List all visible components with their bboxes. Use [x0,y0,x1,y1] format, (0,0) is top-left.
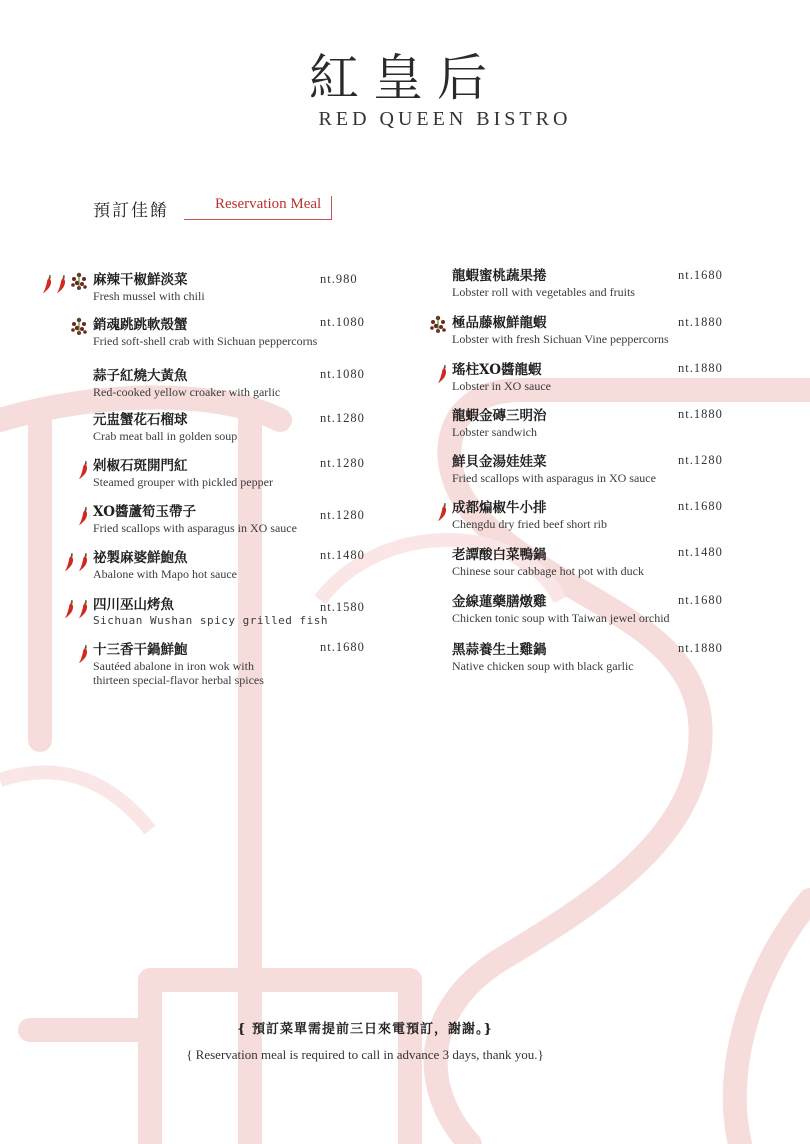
chili-icon [78,599,90,623]
dish-name-english: Native chicken soup with black garlic [452,659,634,673]
dish-name-english: Fresh mussel with chili [93,289,205,303]
dish-name-chinese: 成都煸椒牛小排 [452,500,547,516]
menu-item [93,412,237,443]
dish-name-english: Crab meat ball in golden soup [93,429,238,443]
dish-name-english: Lobster roll with vegetables and fruits [452,285,635,299]
dish-price: nt.1280 [678,453,723,467]
dish-name-chinese: 十三香干鍋鮮鮑 [93,642,188,658]
dish-price: nt.1080 [320,315,365,329]
reservation-note-chinese: { 預訂菜單需提前三日來電預訂，謝謝。} [237,1022,493,1037]
brand-name-english: RED QUEEN BISTRO [318,108,572,130]
dish-name-english: Steamed grouper with pickled pepper [93,475,273,489]
menu-item [93,597,328,628]
dish-name-english: Sichuan Wushan spicy grilled fish [93,614,329,627]
menu-item [93,272,205,303]
dish-price: nt.1880 [678,361,723,375]
menu-item [452,268,635,299]
dish-name-chinese: 龍蝦蜜桃蔬果捲 [452,268,547,284]
dish-name-chinese: 元盅蟹花石榴球 [93,412,188,428]
dish-name-english: Abalone with Mapo hot sauce [93,567,237,581]
chili-icon [64,599,76,623]
menu-item [93,458,273,489]
chili-icon [78,644,90,668]
dish-name-chinese: 黑蒜養生土雞鍋 [452,642,547,658]
dish-name-english: Chengdu dry fried beef short rib [452,517,607,531]
dish-price: nt.1480 [320,548,365,562]
dish-name-chinese: 祕製麻婆鮮鮑魚 [93,550,188,566]
dish-price: nt.1680 [678,593,723,607]
dish-name-english: Chicken tonic soup with Taiwan jewel orchid [452,611,670,625]
dish-price: nt.1680 [678,268,723,282]
section-title-english: Reservation Meal [215,196,322,212]
dish-price: nt.1480 [678,545,723,559]
menu-item [452,642,634,673]
peppercorn-icon [427,313,449,339]
menu-item [452,315,669,346]
chili-icon [42,274,54,298]
dish-name-english: Fried soft-shell crab with Sichuan peppercorns [93,334,318,348]
chili-icon [78,460,90,484]
menu-item [93,642,264,687]
reservation-note-english: { Reservation meal is required to call in advance 3 days, thank you.} [186,1047,544,1062]
dish-name-english-line2: thirteen special-flavor herbal spices [93,673,264,687]
dish-name-chinese: 鮮貝金湯娃娃菜 [452,454,547,470]
chili-icon [437,364,449,388]
menu-item [93,504,297,535]
section-divider [331,196,332,220]
chili-icon [78,552,90,576]
chili-icon [64,552,76,576]
dish-name-chinese: 龍蝦金磚三明治 [452,408,547,424]
dish-name-english: Red-cooked yellow croaker with garlic [93,385,281,399]
dish-price: nt.1680 [678,499,723,513]
dish-name-english: Chinese sour cabbage hot pot with duck [452,564,644,578]
dish-price: nt.1880 [678,641,723,655]
dish-price: nt.1280 [320,456,365,470]
dish-price: nt.1880 [678,407,723,421]
chili-icon [78,506,90,530]
dish-name-chinese: 金線蓮藥膳燉雞 [452,594,547,610]
dish-name-chinese: 極品藤椒鮮龍蝦 [452,315,547,331]
chili-icon [56,274,68,298]
dish-name-chinese: 瑤柱XO醬龍蝦 [452,362,542,378]
dish-price: nt.1280 [320,411,365,425]
section-title-chinese: 預訂佳餚 [93,201,169,221]
dish-name-chinese: 麻辣干椒鮮淡菜 [93,272,188,288]
menu-item [452,408,547,439]
dish-price: nt.1680 [320,640,365,654]
menu-item [93,317,317,348]
menu-item [452,594,670,625]
dish-name-english: Lobster with fresh Sichuan Vine peppercorns [452,332,669,346]
dish-price: nt.1280 [320,508,365,522]
dish-name-chinese: 銷魂跳跳軟殼蟹 [93,317,188,333]
dish-name-chinese: 四川巫山烤魚 [93,597,174,613]
dish-name-english: Fried scallops with asparagus in XO sauce [93,521,297,535]
brand-name-chinese: 紅皇后 [309,49,501,107]
dish-name-chinese: 老譚酸白菜鴨鍋 [452,547,547,563]
dish-name-chinese: 剁椒石斑開門紅 [93,458,188,474]
peppercorn-icon [68,315,90,341]
dish-name-english: Sautéed abalone in iron wok with [93,659,254,673]
dish-name-chinese: XO醬蘆筍玉帶子 [93,504,196,520]
dish-name-english: Lobster sandwich [452,425,537,439]
section-underline [184,219,332,220]
dish-name-chinese: 蒜子紅燒大黃魚 [93,368,188,384]
dish-price: nt.980 [320,272,358,286]
menu-item [452,362,551,393]
dish-price: nt.1880 [678,315,723,329]
menu-item [452,500,607,531]
dish-price: nt.1080 [320,367,365,381]
chili-icon [437,502,449,526]
dish-price: nt.1580 [320,600,365,614]
menu-item [93,368,280,399]
dish-name-english: Fried scallops with asparagus in XO sauce [452,471,656,485]
menu-item [452,454,656,485]
menu-item [93,550,237,581]
peppercorn-icon [68,270,90,296]
dish-name-english: Lobster in XO sauce [452,379,551,393]
menu-item [452,547,644,578]
